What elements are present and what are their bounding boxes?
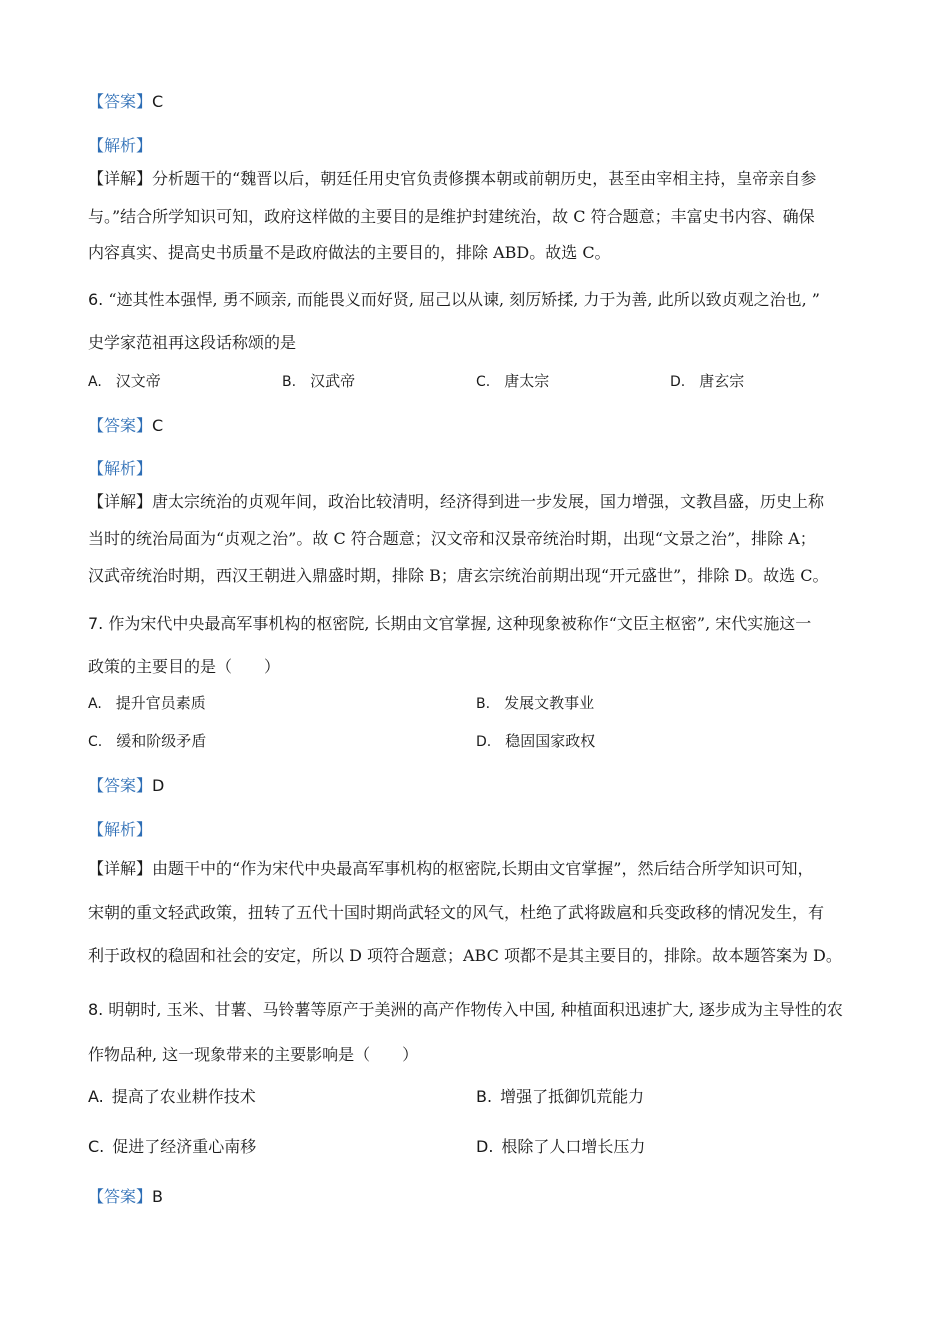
q6-stem-line-2: 史学家范祖再这段话称颂的是 xyxy=(88,333,297,352)
q5-answer-value: C xyxy=(152,92,164,111)
q7-stem-line-1: 7. 作为宋代中央最高军事机构的枢密院, 长期由文官掌握, 这种现象被称作“文臣主枢密”, 宋代实施这一 xyxy=(88,614,812,633)
q7-detail-line-3: 利于政权的稳固和社会的安定，所以 D 项符合题意；ABC 项都不是其主要目的，排除。故本题答案为 D。 xyxy=(88,946,842,965)
q7-answer-value: D xyxy=(152,776,165,795)
q6-option-c: C. 唐太宗 xyxy=(476,372,550,390)
q8-number: 8. xyxy=(88,1000,104,1019)
q6-answer-value: C xyxy=(152,416,164,435)
q6-answer: 【答案】C xyxy=(88,416,164,435)
q8-stem-line-2: 作物品种, 这一现象带来的主要影响是（ ） xyxy=(88,1045,419,1064)
detail-label: 【详解】 xyxy=(88,169,153,188)
q7-number: 7. xyxy=(88,614,104,633)
q8-option-d: D. 根除了人口增长压力 xyxy=(476,1137,646,1156)
q6-number: 6. xyxy=(88,290,104,309)
q8-option-b: B. 增强了抵御饥荒能力 xyxy=(476,1087,645,1106)
q6-detail-line-1: 【详解】唐太宗统治的贞观年间，政治比较清明，经济得到进一步发展，国力增强，文教昌盛，历史上称 xyxy=(88,492,825,511)
q8-option-a: A. 提高了农业耕作技术 xyxy=(88,1087,256,1106)
q8-answer: 【答案】B xyxy=(88,1187,163,1206)
q6-analysis-label: 【解析】 xyxy=(88,459,153,478)
q8-answer-value: B xyxy=(152,1187,163,1206)
q7-option-a: A. 提升官员素质 xyxy=(88,694,206,712)
q5-detail-line-3: 内容真实、提高史书质量不是政府做法的主要目的，排除 ABD。故选 C。 xyxy=(88,243,611,262)
q6-stem-line-1: 6. “迹其性本强悍, 勇不顾亲, 而能畏义而好贤, 屈己以从谏, 刻厉矫揉, 力于为善, 此所以致贞观之治也, ” xyxy=(88,290,820,309)
q7-option-b: B. 发展文教事业 xyxy=(476,694,595,712)
q6-option-d: D. 唐玄宗 xyxy=(670,372,745,390)
q7-answer: 【答案】D xyxy=(88,776,165,795)
q5-detail-line-1: 【详解】分析题干的“魏晋以后，朝廷任用史官负责修撰本朝或前朝历史，甚至由宰相主持，皇帝亲自参 xyxy=(88,169,817,188)
q5-answer xyxy=(88,89,163,112)
q8-option-c: C. 促进了经济重心南移 xyxy=(88,1137,257,1156)
q5-analysis-label: 【解析】 xyxy=(88,136,153,155)
q7-option-c: C. 缓和阶级矛盾 xyxy=(88,732,207,750)
q6-option-a: A. 汉文帝 xyxy=(88,372,161,390)
q6-detail-line-2: 当时的统治局面为“贞观之治”。故 C 符合题意；汉文帝和汉景帝统治时期，出现“文景之治”，排除 A； xyxy=(88,529,816,548)
q7-stem-line-2: 政策的主要目的是（ ） xyxy=(88,657,281,676)
q7-detail-line-1: 【详解】由题干中的“作为宋代中央最高军事机构的枢密院,长期由文官掌握”，然后结合所学知识可知， xyxy=(88,859,814,878)
q8-stem-line-1: 8. 明朝时, 玉米、甘薯、马铃薯等原产于美洲的高产作物传入中国, 种植面积迅速扩大, 逐步成为主导性的农 xyxy=(88,1000,843,1019)
q7-analysis-label: 【解析】 xyxy=(88,820,153,839)
q6-option-b: B. 汉武帝 xyxy=(282,372,356,390)
answer-label: 【答案】 xyxy=(88,92,153,111)
q6-detail-line-3: 汉武帝统治时期，西汉王朝进入鼎盛时期，排除 B；唐玄宗统治前期出现“开元盛世”，排除 D。故选 C。 xyxy=(88,566,829,585)
q5-detail-line-2: 与。”结合所学知识可知，政府这样做的主要目的是维护封建统治，故 C 符合题意；丰富史书内容、确保 xyxy=(88,207,815,226)
q7-detail-line-2: 宋朝的重文轻武政策，扭转了五代十国时期尚武轻文的风气，杜绝了武将跋扈和兵变政移的情况发生，有 xyxy=(88,903,825,922)
q7-option-d: D. 稳固国家政权 xyxy=(476,732,596,750)
